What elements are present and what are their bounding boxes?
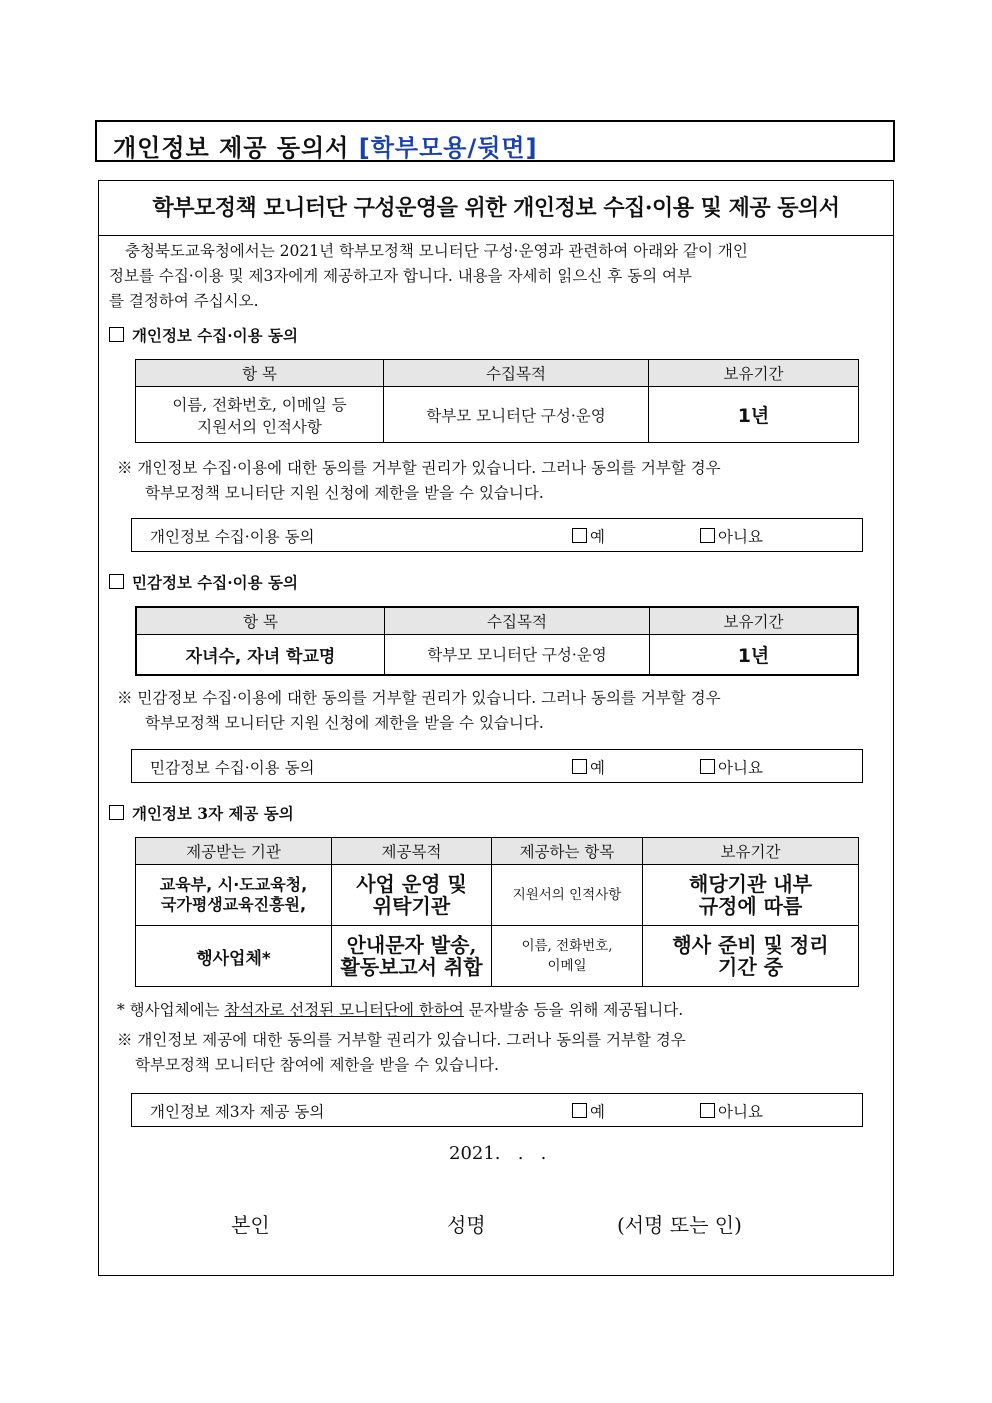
- consent-no-checkbox[interactable]: 아니요: [700, 1100, 763, 1122]
- section3-consent-row: [131, 1093, 863, 1127]
- signature-date: 2021. . .: [449, 1143, 547, 1164]
- consent-label: 개인정보 제3자 제공 동의: [150, 1103, 325, 1121]
- table-header: 수집목적: [385, 607, 650, 635]
- section2-heading: 민감정보 수집·이용 동의: [109, 571, 298, 593]
- table-cell-period: 1년: [650, 635, 859, 675]
- table-header: 항 목: [136, 607, 385, 635]
- table-cell-period: 해당기관 내부 규정에 따름: [643, 865, 859, 926]
- section1-heading: 개인정보 수집·이용 동의: [109, 324, 298, 346]
- table-cell-items: 지원서의 인적사항: [492, 865, 643, 926]
- intro-paragraph: [109, 239, 885, 314]
- section3-note: ※ 개인정보 제공에 대한 동의를 거부할 권리가 있습니다. 그러나 동의를 거부할 경우 학부모정책 모니터단 참여에 제한을 받을 수 있습니다.: [117, 1031, 686, 1074]
- document-title: [113, 128, 538, 163]
- consent-yes-checkbox[interactable]: 예: [572, 1100, 605, 1122]
- signature-sign-label[interactable]: (서명 또는 인): [617, 1213, 742, 1237]
- checkbox-bullet-icon: [109, 805, 124, 820]
- section2-consent-row: [131, 749, 863, 783]
- consent-yes-checkbox[interactable]: 예: [572, 756, 605, 778]
- section2-note: ※ 민감정보 수집·이용에 대한 동의를 거부할 권리가 있습니다. 그러나 동의를 거부할 경우 학부모정책 모니터단 지원 신청에 제한을 받을 수 있습니다.: [117, 689, 721, 732]
- table-cell-org: 교육부, 시·도교육청, 국가평생교육진흥원,: [136, 865, 332, 926]
- consent-label: 민감정보 수집·이용 동의: [150, 759, 315, 777]
- table-header: 수집목적: [384, 360, 649, 387]
- form-title: 학부모정책 모니터단 구성운영을 위한 개인정보 수집·이용 및 제공 동의서: [99, 181, 893, 236]
- table-cell-purpose: 사업 운영 및 위탁기관: [332, 865, 492, 926]
- table-cell-item: 자녀수, 자녀 학교명: [136, 635, 385, 675]
- table-header: 보유기간: [650, 607, 859, 635]
- intro-line: 충청북도교육청에서는 2021년 학부모정책 모니터단 구성·운영과 관련하여 아래와 같이 개인: [125, 242, 748, 260]
- section1-table: [135, 359, 859, 443]
- table-cell-period: 행사 준비 및 정리 기간 중: [643, 926, 859, 987]
- section3-table: [135, 837, 859, 987]
- table-cell-item: 이름, 전화번호, 이메일 등 지원서의 인적사항: [136, 387, 384, 443]
- footnote-underlined: 참석자로 선정된 모니터단에 한하여: [224, 1001, 464, 1019]
- section3-footnote: * 행사업체에는 참석자로 선정된 모니터단에 한하여 문자발송 등을 위해 제공됩니다.: [117, 1001, 684, 1019]
- intro-line: 정보를 수집·이용 및 제3자에게 제공하고자 합니다. 내용을 자세히 읽으신 후 동의 여부: [109, 267, 692, 285]
- section3-heading: 개인정보 3자 제공 동의: [109, 802, 294, 824]
- table-cell-period: 1년: [649, 387, 859, 443]
- section1-note: ※ 개인정보 수집·이용에 대한 동의를 거부할 권리가 있습니다. 그러나 동의를 거부할 경우 학부모정책 모니터단 지원 신청에 제한을 받을 수 있습니다.: [117, 459, 721, 502]
- table-header: 보유기간: [643, 838, 859, 865]
- table-header: 제공받는 기관: [136, 838, 332, 865]
- consent-no-checkbox[interactable]: 아니요: [700, 525, 763, 547]
- table-header: 항 목: [136, 360, 384, 387]
- signature-name-label[interactable]: 성명: [447, 1213, 486, 1237]
- consent-no-checkbox[interactable]: 아니요: [700, 756, 763, 778]
- signature-self-label: 본인: [231, 1213, 270, 1237]
- table-header: 보유기간: [649, 360, 859, 387]
- consent-label: 개인정보 수집·이용 동의: [150, 528, 315, 546]
- table-cell-items: 이름, 전화번호, 이메일: [492, 926, 643, 987]
- table-cell-purpose: 안내문자 발송, 활동보고서 취합: [332, 926, 492, 987]
- table-cell-org: 행사업체*: [136, 926, 332, 987]
- document-title-main: 개인정보 제공 동의서: [113, 134, 350, 162]
- checkbox-bullet-icon: [109, 574, 124, 589]
- consent-yes-checkbox[interactable]: 예: [572, 525, 605, 547]
- table-cell-purpose: 학부모 모니터단 구성·운영: [384, 387, 649, 443]
- document-title-sub: [학부모용/뒷면]: [358, 134, 538, 162]
- checkbox-bullet-icon: [109, 327, 124, 342]
- table-header: 제공하는 항목: [492, 838, 643, 865]
- section2-table: [135, 606, 859, 676]
- table-header: 제공목적: [332, 838, 492, 865]
- intro-line: 를 결정하여 주십시오.: [109, 292, 259, 310]
- document-title-box: [95, 120, 895, 162]
- section1-consent-row: [131, 518, 863, 552]
- consent-form: [98, 180, 894, 1276]
- table-cell-purpose: 학부모 모니터단 구성·운영: [385, 635, 650, 675]
